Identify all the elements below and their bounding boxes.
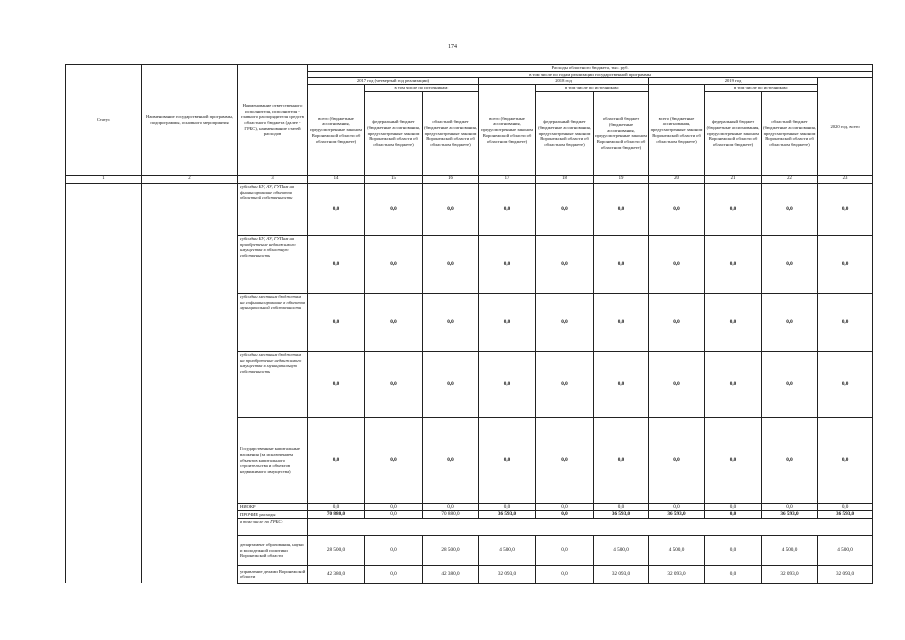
- value-cell: 0,0: [365, 351, 423, 417]
- value-cell: 70 880,0: [308, 511, 365, 519]
- value-cell: 0,0: [423, 183, 479, 235]
- value-cell: 42 380,0: [423, 565, 479, 583]
- row-label: субсидии местным бюджетам на приобретение недвижимого имущества в муниципальную собственность: [238, 351, 308, 417]
- row-label: управление делами Воронежской области: [238, 565, 308, 583]
- table-row: [66, 417, 873, 503]
- value-cell: 0,0: [649, 293, 705, 351]
- header-regional-2018: областной бюджет (бюджетные ассигнования, предусмотренные законом Воронежской области об областном бюджете): [594, 91, 649, 175]
- row-label: субсидии местным бюджетам на софинансирование в объектов муниципальной собственности: [238, 293, 308, 351]
- value-cell: 32 093,0: [649, 565, 705, 583]
- status-cell: [66, 503, 142, 511]
- program-cell: [142, 565, 238, 583]
- value-cell: 0,0: [762, 235, 818, 293]
- program-cell: [142, 503, 238, 511]
- value-cell: 0,0: [365, 235, 423, 293]
- value-cell: 36 593,0: [649, 511, 705, 519]
- col-number: 19: [594, 175, 649, 183]
- value-cell: 0,0: [308, 503, 365, 511]
- header-executor: Наименование ответственного исполнителя, исполнителя - главного распорядителя средств областного бюджета (далее - ГРБС), наименование статей расходов: [238, 65, 308, 176]
- table-row: [66, 511, 873, 519]
- row-label: ПРОЧИЕ расходы: [238, 511, 308, 519]
- value-cell: 0,0: [423, 293, 479, 351]
- value-cell: 0,0: [594, 235, 649, 293]
- value-cell: 28 500,0: [423, 535, 479, 565]
- value-cell: 0,0: [308, 351, 365, 417]
- row-label: субсидии БУ, АУ, ГУПам на приобретение недвижимого имущества в областную собственность: [238, 235, 308, 293]
- value-cell: 0,0: [705, 511, 762, 519]
- value-cell: 0,0: [594, 503, 649, 511]
- value-cell: 32 093,0: [479, 565, 536, 583]
- value-cell: 4 500,0: [479, 535, 536, 565]
- value-cell: 0,0: [705, 503, 762, 511]
- value-cell: 0,0: [479, 183, 536, 235]
- program-cell: [142, 535, 238, 565]
- page-number: 174: [448, 44, 457, 50]
- value-cell: 0,0: [649, 417, 705, 503]
- status-cell: [66, 565, 142, 583]
- value-cell: 0,0: [536, 565, 594, 583]
- value-cell: 0,0: [649, 235, 705, 293]
- value-cell: 0,0: [818, 235, 873, 293]
- table-row: [66, 183, 873, 235]
- value-cell: 0,0: [705, 565, 762, 583]
- value-cell: 4 500,0: [818, 535, 873, 565]
- value-cell: 0,0: [479, 293, 536, 351]
- header-year-2020: 2020 год, всего: [818, 78, 873, 175]
- value-cell: 0,0: [705, 417, 762, 503]
- value-cell: 0,0: [705, 235, 762, 293]
- table-row: [66, 351, 873, 417]
- value-cell: 36 593,0: [762, 511, 818, 519]
- col-number: 23: [818, 175, 873, 183]
- col-number: 1: [66, 175, 142, 183]
- table-row: [66, 535, 873, 565]
- value-cell: 0,0: [479, 503, 536, 511]
- empty-cell: [308, 518, 873, 535]
- value-cell: 0,0: [536, 351, 594, 417]
- value-cell: 0,0: [536, 535, 594, 565]
- value-cell: 0,0: [818, 503, 873, 511]
- row-label: департамент образования, науки и молодежной политики Воронежской области: [238, 535, 308, 565]
- value-cell: 0,0: [365, 535, 423, 565]
- row-label: в том числе по ГРБС:: [238, 518, 308, 535]
- value-cell: 0,0: [762, 417, 818, 503]
- value-cell: 0,0: [365, 183, 423, 235]
- value-cell: 36 593,0: [594, 511, 649, 519]
- value-cell: 0,0: [536, 293, 594, 351]
- header-year-2019: 2019 год: [649, 78, 818, 85]
- value-cell: 0,0: [649, 351, 705, 417]
- value-cell: 0,0: [308, 183, 365, 235]
- col-number: 16: [423, 175, 479, 183]
- value-cell: 0,0: [479, 235, 536, 293]
- value-cell: 0,0: [536, 183, 594, 235]
- value-cell: 32 093,0: [594, 565, 649, 583]
- value-cell: 0,0: [705, 183, 762, 235]
- value-cell: 0,0: [818, 293, 873, 351]
- col-number: 20: [649, 175, 705, 183]
- value-cell: 42 380,0: [308, 565, 365, 583]
- header-incl-years: в том числе по годам реализации государственной программы: [308, 71, 873, 78]
- value-cell: 0,0: [479, 417, 536, 503]
- col-number: 22: [762, 175, 818, 183]
- col-number: 17: [479, 175, 536, 183]
- value-cell: 0,0: [479, 351, 536, 417]
- value-cell: 36 593,0: [479, 511, 536, 519]
- table-row: [66, 565, 873, 583]
- header-sources-2017: в том числе по источникам:: [365, 85, 479, 92]
- value-cell: 0,0: [649, 503, 705, 511]
- value-cell: 0,0: [365, 503, 423, 511]
- value-cell: 0,0: [308, 293, 365, 351]
- value-cell: 0,0: [594, 183, 649, 235]
- row-label: субсидии БУ, АУ, ГУПам на финансирование объектов областной собственности: [238, 183, 308, 235]
- value-cell: 32 093,0: [818, 565, 873, 583]
- value-cell: 0,0: [536, 511, 594, 519]
- value-cell: 0,0: [594, 417, 649, 503]
- program-cell: [142, 518, 238, 535]
- value-cell: 0,0: [705, 535, 762, 565]
- value-cell: 32 093,0: [762, 565, 818, 583]
- value-cell: 0,0: [365, 293, 423, 351]
- value-cell: 0,0: [818, 351, 873, 417]
- status-cell: [66, 183, 142, 235]
- value-cell: 0,0: [594, 351, 649, 417]
- status-cell: [66, 417, 142, 503]
- status-cell: [66, 535, 142, 565]
- value-cell: 0,0: [365, 417, 423, 503]
- header-sources-2018: в том числе по источникам:: [536, 85, 649, 92]
- value-cell: 0,0: [423, 351, 479, 417]
- value-cell: 0,0: [705, 351, 762, 417]
- col-number: 18: [536, 175, 594, 183]
- value-cell: 0,0: [423, 235, 479, 293]
- header-total-2019: всего (бюджетные ассигнования, предусмотренные законом Воронежской области об областном бюджете): [649, 85, 705, 176]
- value-cell: 0,0: [423, 417, 479, 503]
- status-cell: [66, 351, 142, 417]
- status-cell: [66, 293, 142, 351]
- row-label: НИОКР: [238, 503, 308, 511]
- header-status: Статус: [66, 65, 142, 176]
- value-cell: 4 500,0: [762, 535, 818, 565]
- value-cell: 0,0: [536, 235, 594, 293]
- budget-table: [65, 64, 873, 584]
- value-cell: 0,0: [762, 503, 818, 511]
- value-cell: 28 500,0: [308, 535, 365, 565]
- program-cell: [142, 351, 238, 417]
- value-cell: 36 593,0: [818, 511, 873, 519]
- col-number: 21: [705, 175, 762, 183]
- header-total-2018: всего (бюджетные ассигнования, предусмотренные законом Воронежской области об областном бюджете): [479, 85, 536, 176]
- col-number: 15: [365, 175, 423, 183]
- program-cell: [142, 511, 238, 519]
- value-cell: 0,0: [649, 183, 705, 235]
- value-cell: 0,0: [762, 293, 818, 351]
- header-regional-2017: областной бюджет (бюджетные ассигнования, предусмотренные законом Воронежской области об областном бюджете): [423, 91, 479, 175]
- header-regional-2019: областной бюджет (бюджетные ассигнования, предусмотренные законом Воронежской области об областном бюджете): [762, 91, 818, 175]
- header-year-2017: 2017 год (четвертый год реализации): [308, 78, 479, 85]
- value-cell: 4 500,0: [594, 535, 649, 565]
- header-federal-2017: федеральный бюджет (бюджетные ассигнования, предусмотренные законом Воронежской области об областном бюджете): [365, 91, 423, 175]
- header-program-name: Наименование государственной программы, подпрограммы, основного мероприятия: [142, 65, 238, 176]
- status-cell: [66, 518, 142, 535]
- value-cell: 4 500,0: [649, 535, 705, 565]
- value-cell: 0,0: [594, 293, 649, 351]
- value-cell: 0,0: [705, 293, 762, 351]
- col-number: 2: [142, 175, 238, 183]
- header-federal-2018: федеральный бюджет (бюджетные ассигнования, предусмотренные законом Воронежской области об областном бюджете): [536, 91, 594, 175]
- program-cell: [142, 183, 238, 235]
- value-cell: 0,0: [365, 511, 423, 519]
- status-cell: [66, 511, 142, 519]
- header-sources-2019: в том числе по источникам:: [705, 85, 818, 92]
- table-row: [66, 518, 873, 535]
- program-cell: [142, 293, 238, 351]
- value-cell: 0,0: [536, 417, 594, 503]
- value-cell: 0,0: [308, 417, 365, 503]
- value-cell: 0,0: [308, 235, 365, 293]
- value-cell: 0,0: [365, 565, 423, 583]
- value-cell: 0,0: [818, 417, 873, 503]
- table-row: [66, 503, 873, 511]
- value-cell: 0,0: [762, 183, 818, 235]
- header-federal-2019: федеральный бюджет (бюджетные ассигнования, предусмотренные законом Воронежской области об областном бюджете): [705, 91, 762, 175]
- status-cell: [66, 235, 142, 293]
- header-expenses: Расходы областного бюджета, тыс. руб.: [308, 65, 873, 72]
- program-cell: [142, 417, 238, 503]
- header-total-2017: всего (бюджетные ассигнования, предусмотренные законом Воронежской области об областном бюджете): [308, 85, 365, 176]
- program-cell: [142, 235, 238, 293]
- value-cell: 0,0: [818, 183, 873, 235]
- table-row: [66, 293, 873, 351]
- value-cell: 0,0: [536, 503, 594, 511]
- value-cell: 70 880,0: [423, 511, 479, 519]
- value-cell: 0,0: [762, 351, 818, 417]
- col-number: 14: [308, 175, 365, 183]
- table-row: [66, 235, 873, 293]
- col-number: 3: [238, 175, 308, 183]
- value-cell: 0,0: [423, 503, 479, 511]
- row-label: Государственные капитальные вложения (за исключением объектов капитального строительства и объектов недвижимого имущества): [238, 417, 308, 503]
- header-year-2018: 2018 год: [479, 78, 649, 85]
